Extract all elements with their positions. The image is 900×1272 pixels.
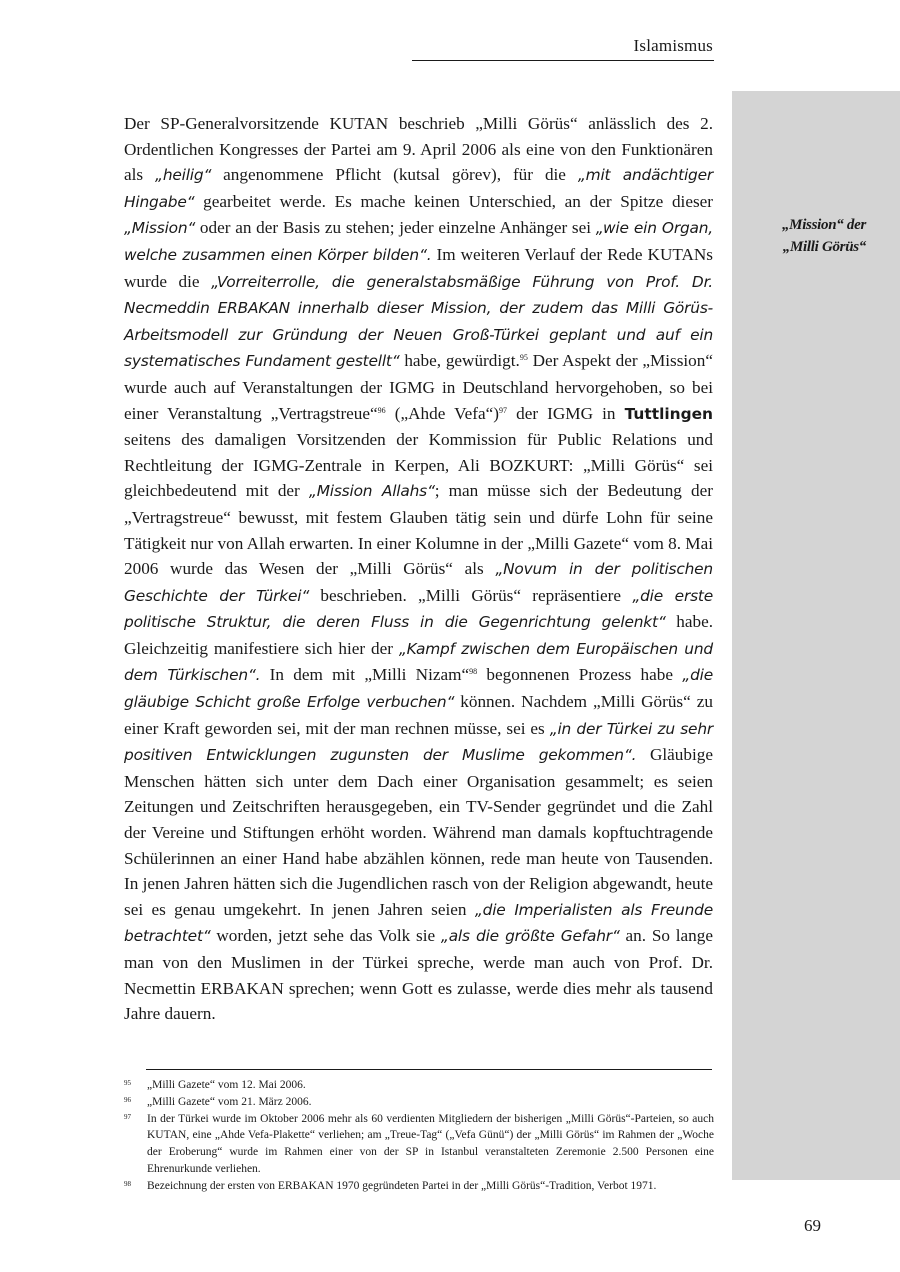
quote-mission: „Mission“ [124,219,196,238]
text-run: habe, gewürdigt. [399,351,520,371]
margin-note-line-1: „Mission“ der [781,217,866,233]
footnote-text: „Milli Gazete“ vom 12. Mai 2006. [147,1079,306,1091]
text-run: seitens des damaligen Vorsitzenden der Kommission für Public Relations und Rechtleitung der IGMG-Zentrale in Kerpen, Ali BOZKURT: „Milli Görüs“ sei gleichbedeutend mit der [124,430,713,501]
quote-glaeubige-schicht: „die gläubige Schicht große Erfolge verbuchen“ [124,666,713,712]
text-run: Gläubige Menschen hätten sich unter dem Dach einer Organisation gesammelt; es seien Zeitungen und Zeitschriften herausgegeben, ein TV-Sender gegründet und die Zahl der Vereine und Stiftungen erhöht worden. Während man damals kopftuchtragende Schülerinnen an einer Hand habe abzählen können, rede man heute von Tausenden. In jenen Jahren hätten sich die Jugendlichen rasch von der Religion abgewandt, heute sei es genau umgekehrt. In jenen Jahren seien [124,745,713,919]
quote-organ: „wie ein Organ, welche zusammen einen Körper bilden“. [124,219,713,264]
text-run: angenommene Pflicht (kutsal görev), für die [211,165,578,185]
footnote-ref-97[interactable]: 97 [499,405,507,415]
quote-imperialisten: „die Imperialisten als Freunde betrachtet“ [124,900,713,946]
text-run: gearbeitet werde. Es mache keinen Unterschied, an der Spitze dieser [194,191,713,211]
footnote-number: 96 [124,1095,131,1104]
text-run: In dem mit „Milli Nizam“ [260,665,470,685]
header-rule [412,60,714,61]
text-run: oder an der Basis zu stehen; jeder einzelne Anhänger sei [195,218,596,238]
quote-vorreiterrolle: „Vorreiterrolle, die generalstabsmäßige Führung von Prof. Dr. Necmeddin ERBAKAN innerhalb dieser Mission, der zudem das Milli Görüs-Arbeitsmodell zur Gründung der Neuen Groß-Türkei geplant und auf ein systematisches Fundament gestellt“ [124,272,713,371]
running-header-title: Islamismus [633,36,713,55]
quote-hingabe: „mit andächtiger Hingabe“ [124,166,713,211]
margin-note-line-2: „Milli Görüs“ [782,239,866,255]
footnote-ref-98[interactable]: 98 [469,667,478,677]
text-run: ; man müsse sich der Bedeutung der „Vertragstreue“ bewusst, mit festem Glauben tätig sein und dürfe Lohn für seine Tätigkeit nur von Allah erwarten. In einer Kolumne in der „Milli Gazete“ vom 8. Mai 2006 wurde das Wesen der „Milli Görüs“ als [124,481,713,579]
text-run: Im weiteren Verlauf der Rede KUTANs wurde die [124,244,714,291]
text-run: der IGMG in [507,403,625,423]
footnote-98 [124,1178,714,1195]
text-run: an. So lange man von den Muslimen in der Türkei spreche, werde man auch von Prof. Dr. Necmettin ERBAKAN sprechen; wenn Gott es zulasse, werde dies mehr als tausend Jahre dauern. [124,926,713,1024]
page-number: 69 [804,1216,821,1235]
footnote-text: „Milli Gazete“ vom 21. März 2006. [147,1095,312,1108]
body-text [124,111,713,1027]
footnote-ref-95[interactable]: 95 [519,353,528,363]
quote-positive-entwicklungen: „in der Türkei zu sehr positiven Entwicklungen zugunsten der Muslime gekommen“. [124,719,714,765]
quote-mission-allahs: „Mission Allahs“ [308,482,435,501]
footnote-number: 97 [124,1112,131,1121]
footnotes [124,1077,714,1195]
text-run: („Ahde Vefa“) [385,403,499,423]
footnote-rule [146,1069,712,1070]
text-run: Der Aspekt der „Mission“ wurde auch auf Veranstaltungen der IGMG in Deutschland hervorgehoben, so bei einer Veranstaltung „Vertragstreue“ [124,351,713,423]
footnote-97 [124,1111,714,1178]
place-tuttlingen: Tuttlingen [624,404,714,423]
footnote-ref-96[interactable]: 96 [377,405,386,415]
text-run: beschrieben. „Milli Görüs“ repräsentiere [309,585,633,605]
footnote-text: Bezeichnung der ersten von ERBAKAN 1970 gegründeten Partei in der „Milli Görüs“-Tradition, Verbot 1971. [147,1179,657,1192]
text-run: worden, jetzt sehe das Volk sie [210,926,441,946]
quote-heilig: „heilig“ [155,166,212,185]
text-run: begonnenen Prozess habe [477,665,683,685]
footnote-text: In der Türkei wurde im Oktober 2006 mehr als 60 verdienten Mitgliedern der bisherigen „Milli Görüs“-Parteien, so auch KUTAN, eine „Ahde Vefa-Plakette“ verliehen; am „Treue-Tag“ („Vefa Günü“) der „Milli Görüs“ im Rahmen der „Woche der Eroberung“ wurde im Rahmen einer von der SP in Istanbul veranstalteten Zeremonie 2.500 Personen eine Ehrenurkunde verliehen. [147,1112,714,1175]
footnote-number: 95 [124,1079,131,1087]
quote-groesste-gefahr: „als die größte Gefahr“ [440,927,620,946]
footnote-95 [124,1077,714,1094]
text-run: Der SP-Generalvorsitzende KUTAN beschrieb „Milli Görüs“ anlässlich des 2. Ordentlichen Kongresses der Partei am 9. April 2006 als eine von den Funktionären als [124,114,713,185]
body-paragraph [124,111,713,1027]
quote-kampf: „Kampf zwischen dem Europäischen und dem Türkischen“. [124,639,713,685]
footnote-96 [124,1094,714,1111]
text-run: können. Nachdem „Milli Görüs“ zu einer Kraft geworden sei, mit der man rechnen müsse, sei es [124,692,713,738]
quote-novum: „Novum in der politischen Geschichte der Türkei“ [124,560,713,605]
text-run: habe. Gleichzeitig manifestiere sich hier der [124,612,714,658]
quote-politische-struktur: „die erste politische Struktur, die deren Fluss in die Gegenrichtung gelenkt“ [124,586,713,632]
footnote-number: 98 [124,1179,131,1188]
margin-note [732,214,866,258]
